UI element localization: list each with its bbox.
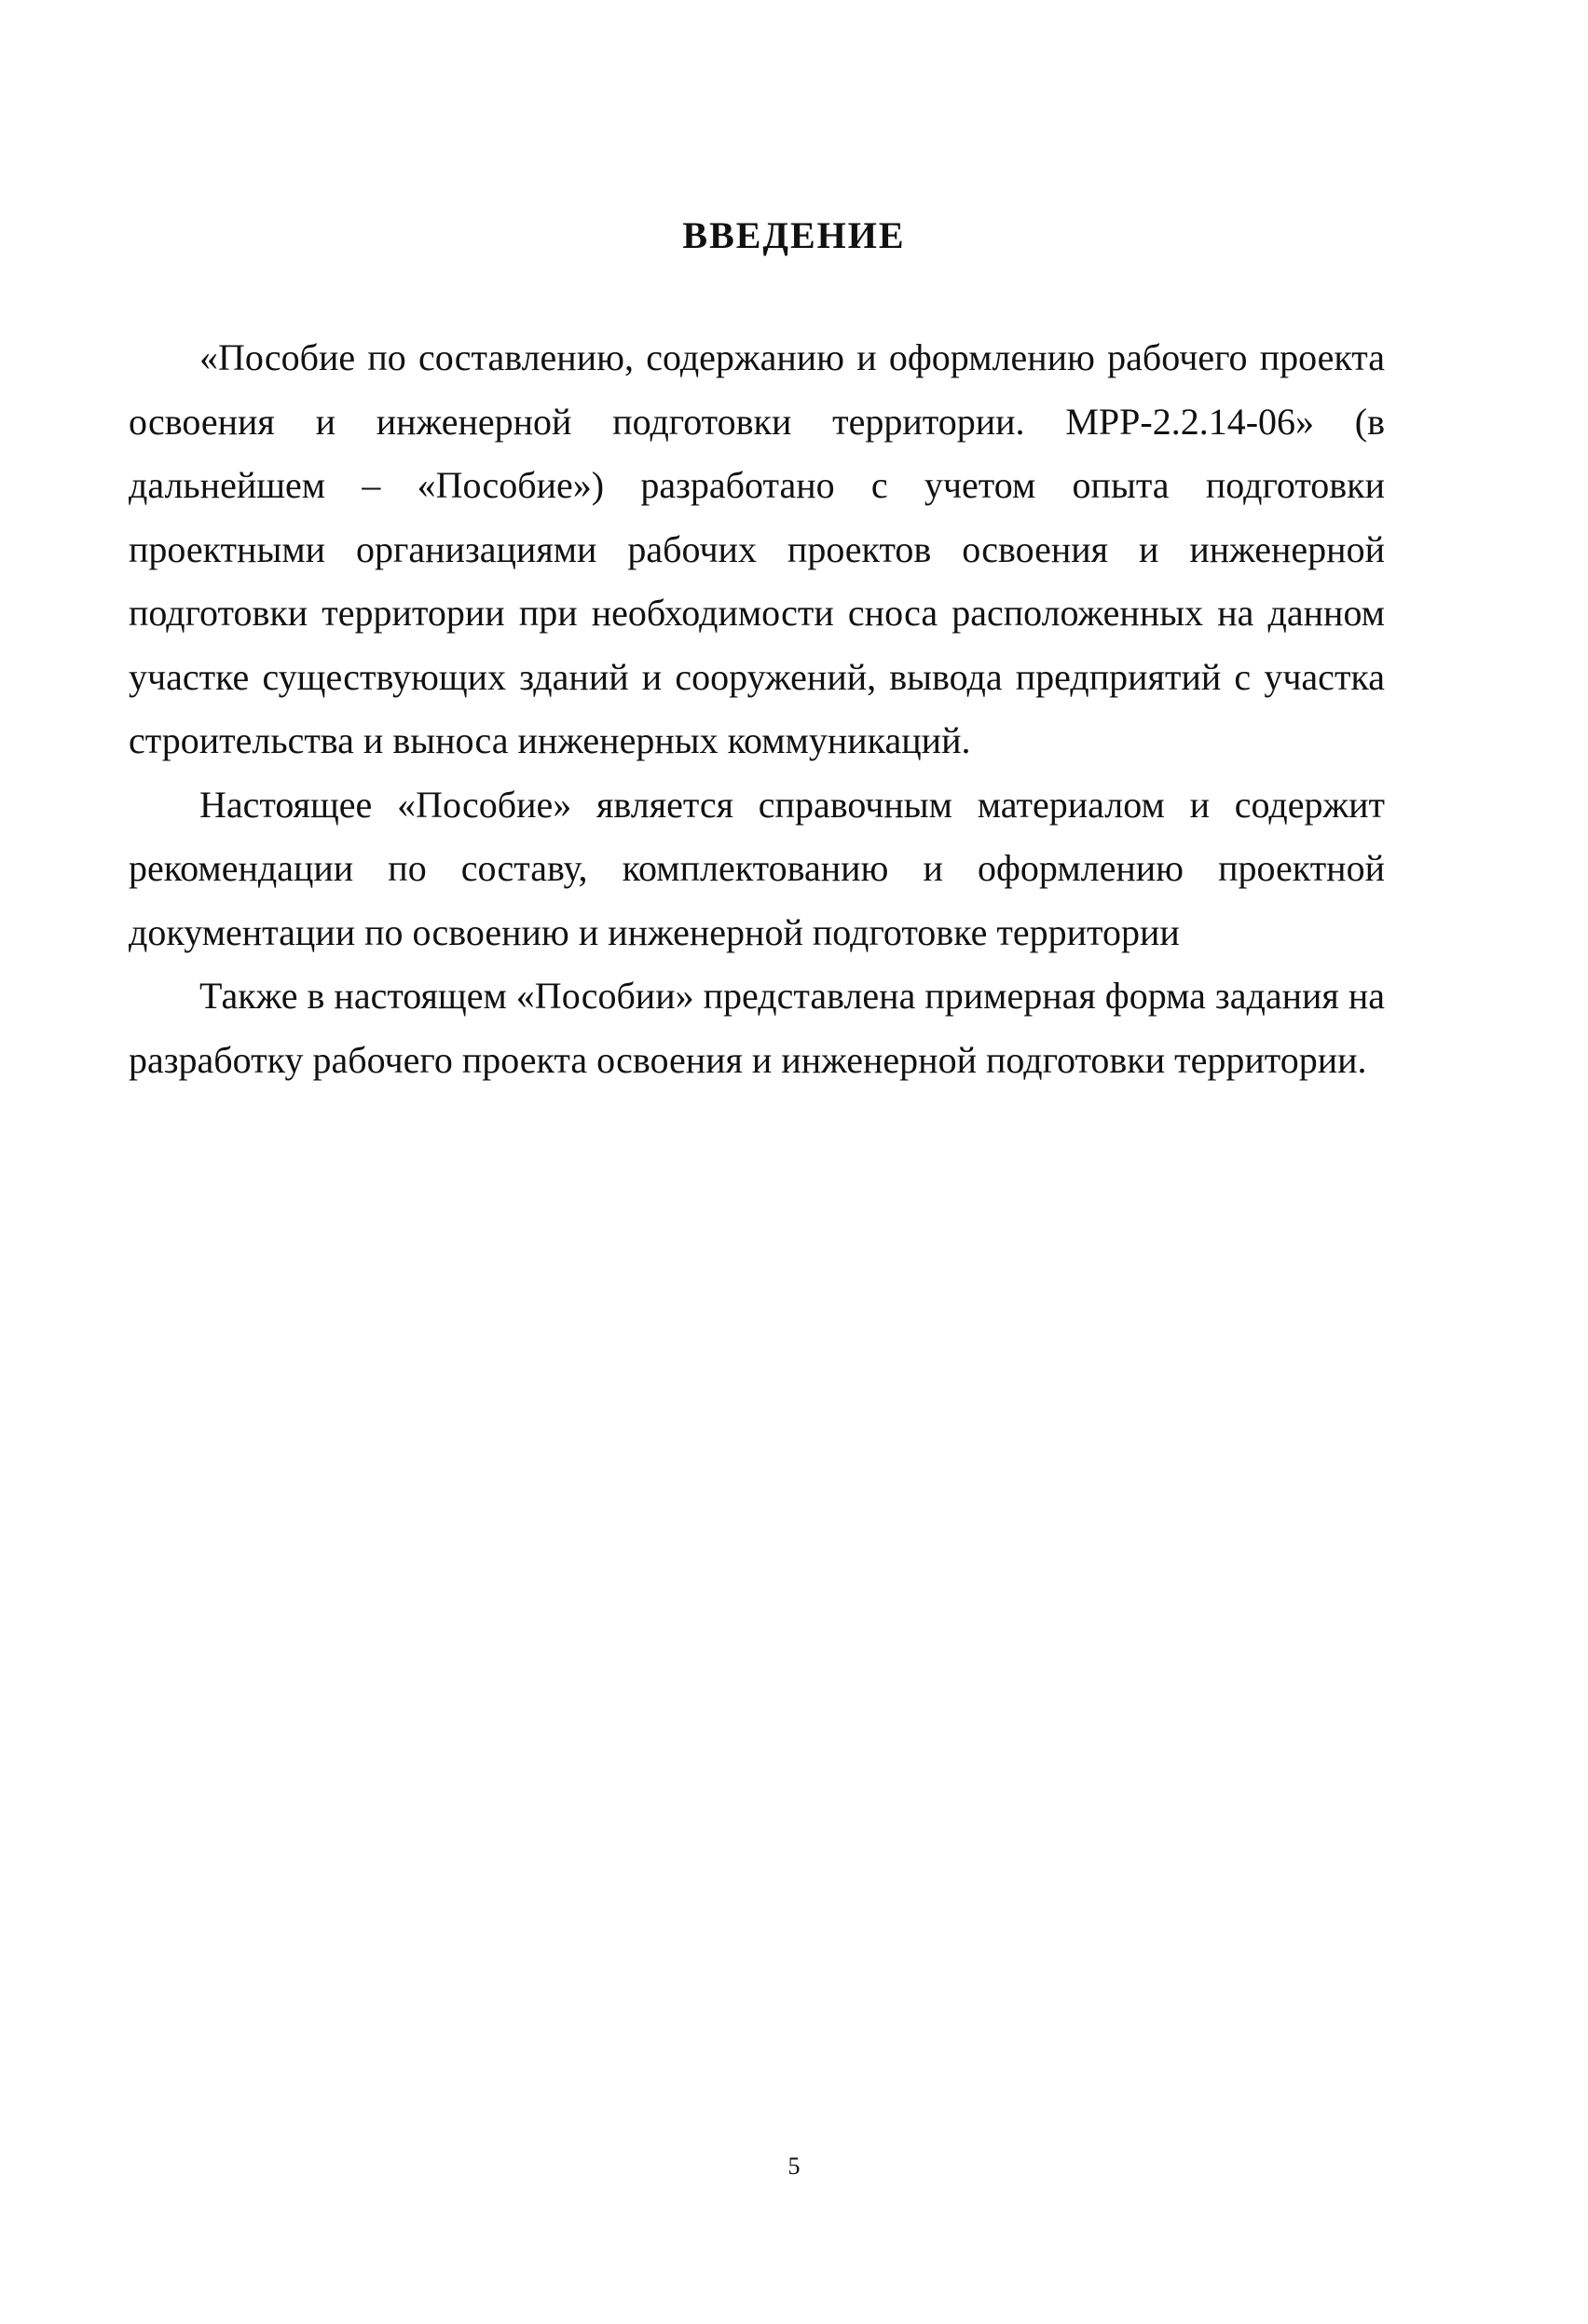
page-number: 5 [787, 2153, 801, 2180]
page-title: ВВЕДЕНИЕ [682, 214, 906, 256]
document-body [129, 326, 1385, 1092]
paragraph-intro: «Пособие по составлению, содержанию и оформлению рабочего проекта освоения и инженерной подготовки территории. МРР-2.2.14-06» (в дальнейшем – «Пособие») разработано с учетом опыта подготовки проектными организациями рабочих проектов освоения и инженерной подготовки территории при необходимости сноса расположенных на данном участке существующих зданий и сооружений, вывода предприятий с участка строительства и выноса инженерных коммуникаций. [129, 336, 1385, 761]
paragraph-reference-material: Настоящее «Пособие» является справочным материалом и содержит рекомендации по составу, комплектованию и оформлению проектной документации по освоению и инженерной подготовке территории [129, 783, 1385, 953]
paragraph-task-form: Также в настоящем «Пособии» представлена примерная форма задания на разработку рабочего проекта освоения и инженерной подготовки территории. [129, 975, 1385, 1081]
